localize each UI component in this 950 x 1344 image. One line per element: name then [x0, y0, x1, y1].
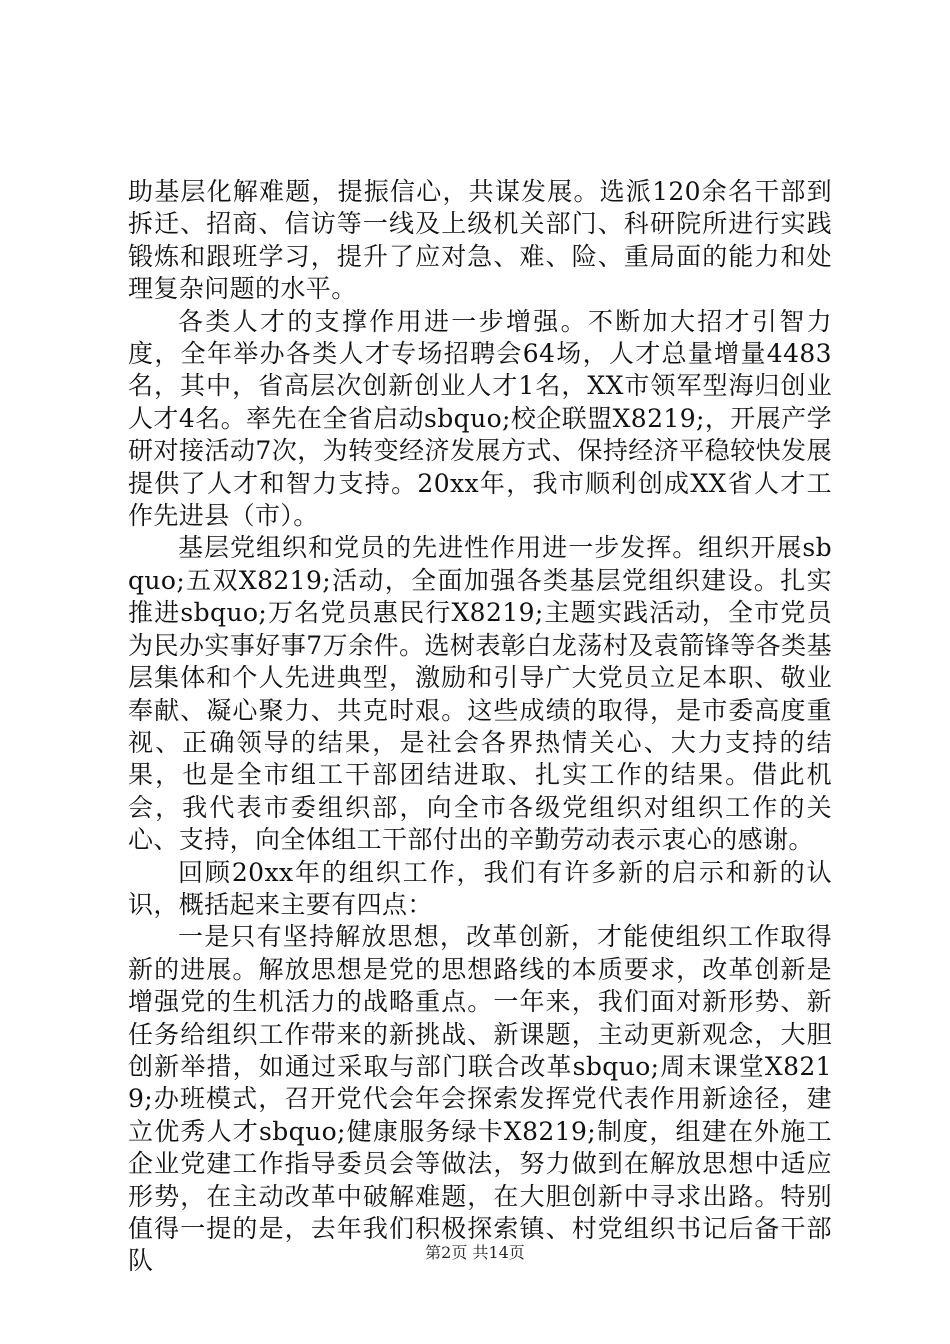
document-body [128, 176, 832, 1278]
paragraph-point-one: 一是只有坚持解放思想，改革创新，才能使组织工作取得新的进展。解放思想是党的思想路线的本质要求，改革创新是增强党的生机活力的战略重点。一年来，我们面对新形势、新任务给组织工作带来的新挑战、新课题，主动更新观念，大胆创新举措，如通过采取与部门联合改革sbquo;周末课堂X8219;办班模式，召开党代会年会探索发挥党代表作用新途径，建立优秀人才sbquo;健康服务绿卡X8219;制度，组建在外施工企业党建工作指导委员会等做法，努力做到在解放思想中适应形势，在主动改革中破解难题，在大胆创新中寻求出路。特别值得一提的是，去年我们积极探索镇、村党组织书记后备干部队 [128, 922, 832, 1276]
page-footer: 第2页 共14页 [425, 1243, 525, 1262]
paragraph-continuation: 助基层化解难题，提振信心，共谋发展。选派120余名干部到拆迁、招商、信访等一线及上级机关部门、科研院所进行实践锻炼和跟班学习，提升了应对急、难、险、重局面的能力和处理复杂问题的水平。 [128, 177, 832, 304]
paragraph-talent: 各类人才的支撑作用进一步增强。不断加大招才引智力度，全年举办各类人才专场招聘会64场，人才总量增量4483名，其中，省高层次创新创业人才1名，XX市领军型海归创业人才4名。率先在全省启动sbquo;校企联盟X8219;，开展产学研对接活动7次，为转变经济发展方式、保持经济平稳较快发展提供了人才和智力支持。20xx年，我市顺利创成XX省人才工作先进县（市）。 [128, 306, 832, 531]
paragraph-review: 回顾20xx年的组织工作，我们有许多新的启示和新的认识，概括起来主要有四点： [128, 857, 832, 919]
paragraph-grassroots: 基层党组织和党员的先进性作用进一步发挥。组织开展sbquo;五双X8219;活动，全面加强各类基层党组织建设。扎实推进sbquo;万名党员惠民行X8219;主题实践活动，全市党员为民办实事好事7万余件。选树表彰白龙荡村及袁箭锋等各类基层集体和个人先进典型，激励和引导广大党员立足本职、敬业奉献、凝心聚力、共克时艰。这些成绩的取得，是市委高度重视、正确领导的结果，是社会各界热情关心、大力支持的结果，也是全市组工干部团结进取、扎实工作的结果。借此机会，我代表市委组织部，向全市各级党组织对组织工作的关心、支持，向全体组工干部付出的辛勤劳动表示衷心的感谢。 [128, 533, 832, 855]
